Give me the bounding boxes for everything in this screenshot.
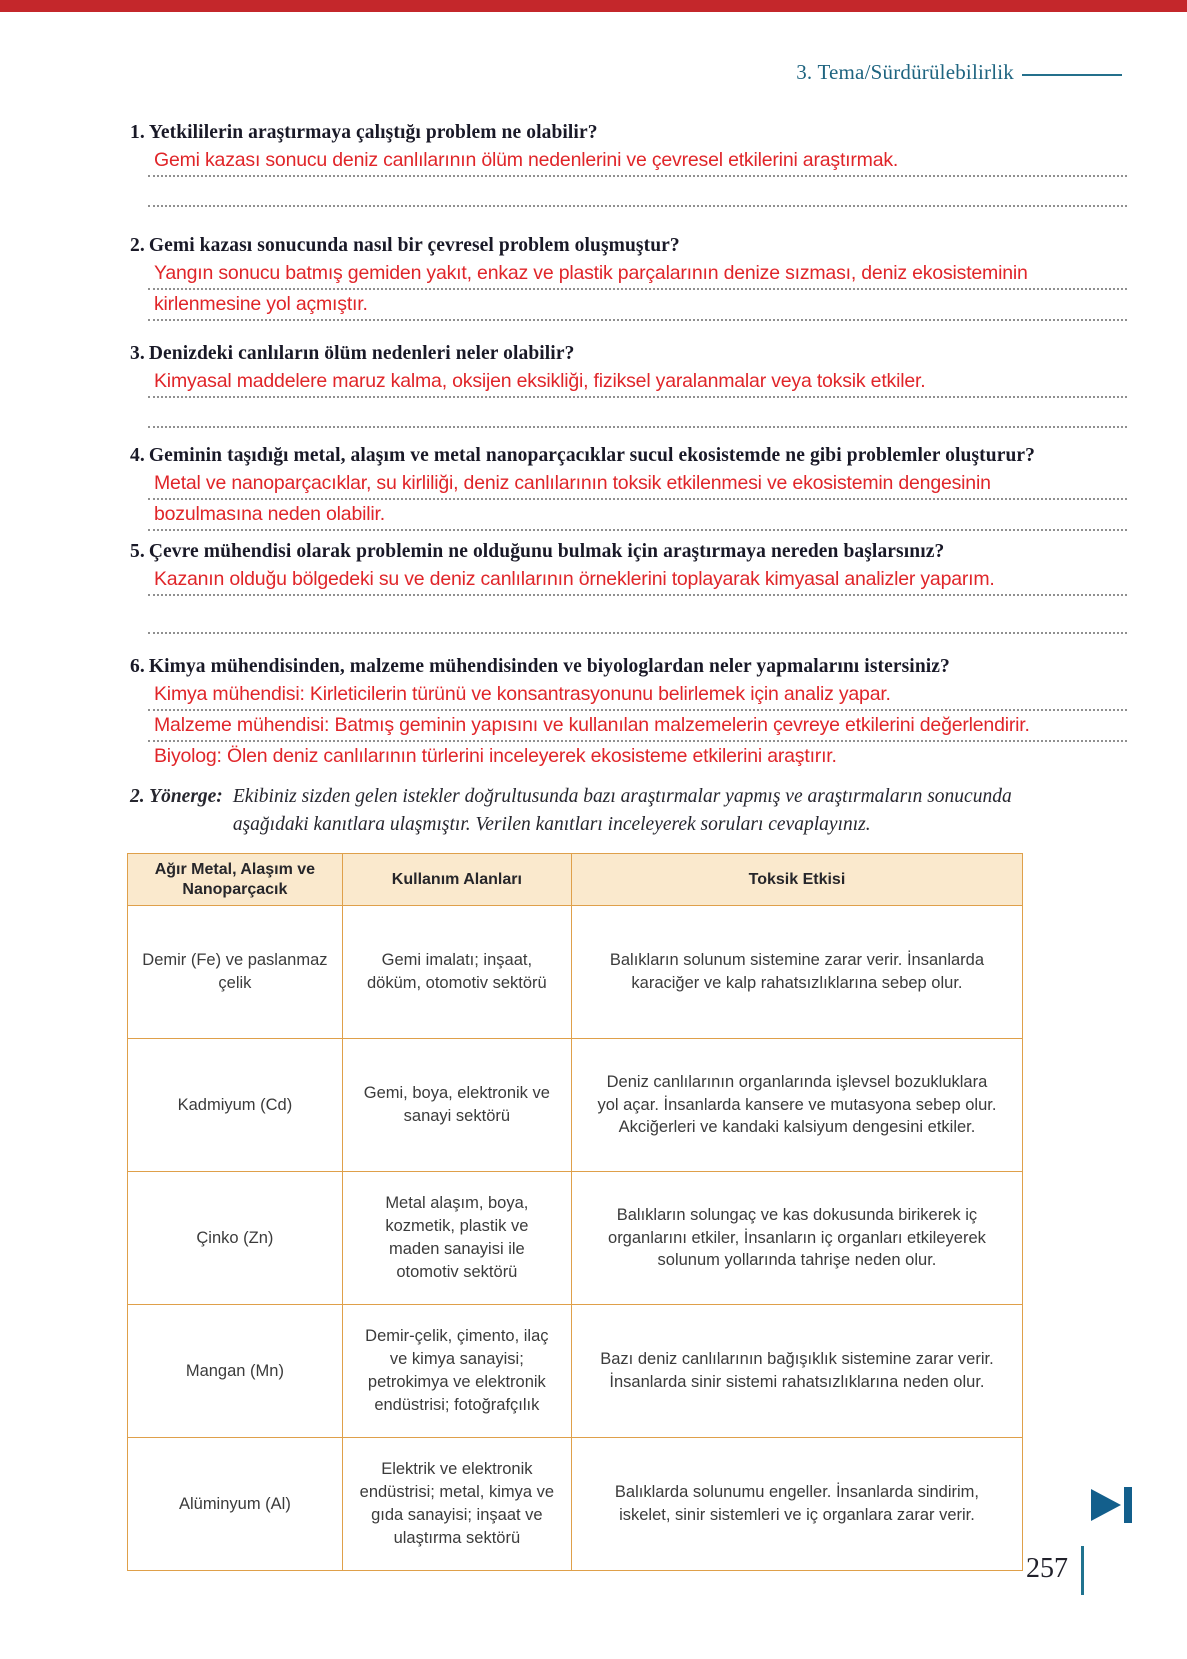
answer-text: Biyolog: Ölen deniz canlılarının türlerini inceleyerek ekosisteme etkilerini araştırır. bbox=[154, 745, 837, 767]
skip-next-icon[interactable] bbox=[1089, 1486, 1135, 1529]
question-block-5 bbox=[130, 539, 1127, 634]
column-header-toxic: Toksik Etkisi bbox=[571, 854, 1022, 906]
metal-cell: Mangan (Mn) bbox=[128, 1305, 343, 1438]
question-label: Denizdeki canlıların ölüm nedenleri neler olabilir? bbox=[148, 343, 575, 364]
toxic-cell: Bazı deniz canlılarının bağışıklık sistemine zarar verir. İnsanlarda sinir sistemi rahatsızlıklarına neden olur. bbox=[571, 1305, 1022, 1438]
usage-cell: Metal alaşım, boya, kozmetik, plastik ve maden sanayisi ile otomotiv sektörü bbox=[342, 1172, 571, 1305]
page-header bbox=[796, 60, 1122, 85]
table-row bbox=[128, 1039, 1023, 1172]
question-text bbox=[130, 443, 1127, 469]
column-header-metal: Ağır Metal, Alaşım ve Nanoparçacık bbox=[128, 854, 343, 906]
table-row bbox=[128, 906, 1023, 1039]
table-row bbox=[128, 1172, 1023, 1305]
column-header-usage: Kullanım Alanları bbox=[342, 854, 571, 906]
usage-cell: Elektrik ve elektronik endüstrisi; metal, kimya ve gıda sanayisi; inşaat ve ulaştırma sektörü bbox=[342, 1438, 571, 1571]
question-block-1 bbox=[130, 120, 1127, 207]
header-rule bbox=[1022, 74, 1122, 76]
top-red-bar bbox=[0, 0, 1187, 12]
answer-blank-line bbox=[148, 596, 1127, 634]
metal-cell: Çinko (Zn) bbox=[128, 1172, 343, 1305]
question-number: 6. bbox=[130, 656, 145, 677]
question-text bbox=[130, 539, 1127, 565]
metal-cell: Kadmiyum (Cd) bbox=[128, 1039, 343, 1172]
question-label: Kimya mühendisinden, malzeme mühendisinden ve biyologlardan neler yapmalarını istersiniz? bbox=[148, 656, 950, 677]
question-text bbox=[130, 233, 1127, 259]
answer-text: Metal ve nanoparçacıklar, su kirliliği, deniz canlılarının toksik etkilenmesi ve ekosistemin dengesinin bbox=[148, 469, 1127, 500]
toxic-cell: Deniz canlılarının organlarında işlevsel bozukluklara yol açar. İnsanlarda kansere ve mutasyona sebep olur. Akciğerleri ve kandaki kalsiyum dengesini etkiler. bbox=[571, 1039, 1022, 1172]
table-row bbox=[128, 1438, 1023, 1571]
usage-cell: Demir-çelik, çimento, ilaç ve kimya sanayisi; petrokimya ve elektronik endüstrisi; fotoğrafçılık bbox=[342, 1305, 571, 1438]
question-text bbox=[130, 341, 1127, 367]
question-block-6 bbox=[130, 654, 1127, 771]
question-block-4 bbox=[130, 443, 1127, 531]
answer-text: bozulmasına neden olabilir. bbox=[148, 500, 1127, 531]
question-block-3 bbox=[130, 341, 1127, 428]
answer-text: Kimyasal maddelere maruz kalma, oksijen eksikliği, fiziksel yaralanmalar veya toksik etkiler. bbox=[148, 367, 1127, 398]
question-label: Geminin taşıdığı metal, alaşım ve metal nanoparçacıklar sucul ekosistemde ne gibi problemler oluşturur? bbox=[148, 445, 1035, 466]
answer-text: Kimya mühendisi: Kirleticilerin türünü ve konsantrasyonunu belirlemek için analiz yapar. bbox=[148, 680, 1127, 711]
answer-text: Gemi kazası sonucu deniz canlılarının ölüm nedenlerini ve çevresel etkilerini araştırmak. bbox=[148, 146, 1127, 177]
metal-cell: Demir (Fe) ve paslanmaz çelik bbox=[128, 906, 343, 1039]
answer-blank-line bbox=[148, 177, 1127, 207]
question-text bbox=[130, 654, 1127, 680]
question-list bbox=[130, 120, 1127, 839]
question-number: 5. bbox=[130, 541, 145, 562]
question-label: Yetkililerin araştırmaya çalıştığı problem ne olabilir? bbox=[148, 122, 598, 143]
usage-cell: Gemi, boya, elektronik ve sanayi sektörü bbox=[342, 1039, 571, 1172]
answer-blank-line bbox=[148, 398, 1127, 428]
usage-cell: Gemi imalatı; inşaat, döküm, otomotiv sektörü bbox=[342, 906, 571, 1039]
answer-text: Malzeme mühendisi: Batmış geminin yapısını ve kullanılan malzemelerin çevreye etkilerini değerlendirir. bbox=[148, 711, 1127, 742]
page-number: 257 bbox=[1026, 1553, 1068, 1584]
question-number: 4. bbox=[130, 445, 145, 466]
instruction-paragraph bbox=[130, 783, 1127, 839]
answer-text: Yangın sonucu batmış gemiden yakıt, enkaz ve plastik parçalarının denize sızması, deniz ekosisteminin bbox=[148, 259, 1127, 290]
instruction-heading bbox=[130, 783, 223, 839]
question-block-2 bbox=[130, 233, 1127, 321]
metal-cell: Alüminyum (Al) bbox=[128, 1438, 343, 1571]
toxic-cell: Balıkların solunum sistemine zarar verir. İnsanlarda karaciğer ve kalp rahatsızlıklarına sebep olur. bbox=[571, 906, 1022, 1039]
question-number: 1. bbox=[130, 122, 145, 143]
instruction-label: Yönerge: bbox=[149, 786, 223, 807]
question-text bbox=[130, 120, 1127, 146]
table-header-row bbox=[128, 854, 1023, 906]
toxic-cell: Balıklarda solunumu engeller. İnsanlarda sindirim, iskelet, sinir sistemleri ve iç organlara zarar verir. bbox=[571, 1438, 1022, 1571]
section-title: 3. Tema/Sürdürülebilirlik bbox=[796, 60, 1014, 84]
instruction-text: Ekibiniz sizden gelen istekler doğrultusunda bazı araştırmalar yapmış ve araştırmaların sonucunda aşağıdaki kanıtlara ulaşmıştır. Verilen kanıtları inceleyerek soruları cevaplayınız. bbox=[232, 786, 1012, 835]
evidence-table bbox=[127, 853, 1023, 1571]
question-label: Çevre mühendisi olarak problemin ne olduğunu bulmak için araştırmaya nereden başlarsınız? bbox=[148, 541, 945, 562]
table-row bbox=[128, 1305, 1023, 1438]
toxic-cell: Balıkların solungaç ve kas dokusunda birikerek iç organlarını etkiler, İnsanların iç organları etkileyerek solunum yollarında tahrişe neden olur. bbox=[571, 1172, 1022, 1305]
instruction-number: 2. bbox=[130, 786, 145, 807]
answer-text: kirlenmesine yol açmıştır. bbox=[148, 290, 1127, 321]
question-number: 2. bbox=[130, 235, 145, 256]
question-label: Gemi kazası sonucunda nasıl bir çevresel problem oluşmuştur? bbox=[148, 235, 680, 256]
answer-text: Kazanın olduğu bölgedeki su ve deniz canlılarının örneklerini toplayarak kimyasal analizler yaparım. bbox=[148, 565, 1127, 596]
footer-rule bbox=[1081, 1546, 1084, 1595]
question-number: 3. bbox=[130, 343, 145, 364]
